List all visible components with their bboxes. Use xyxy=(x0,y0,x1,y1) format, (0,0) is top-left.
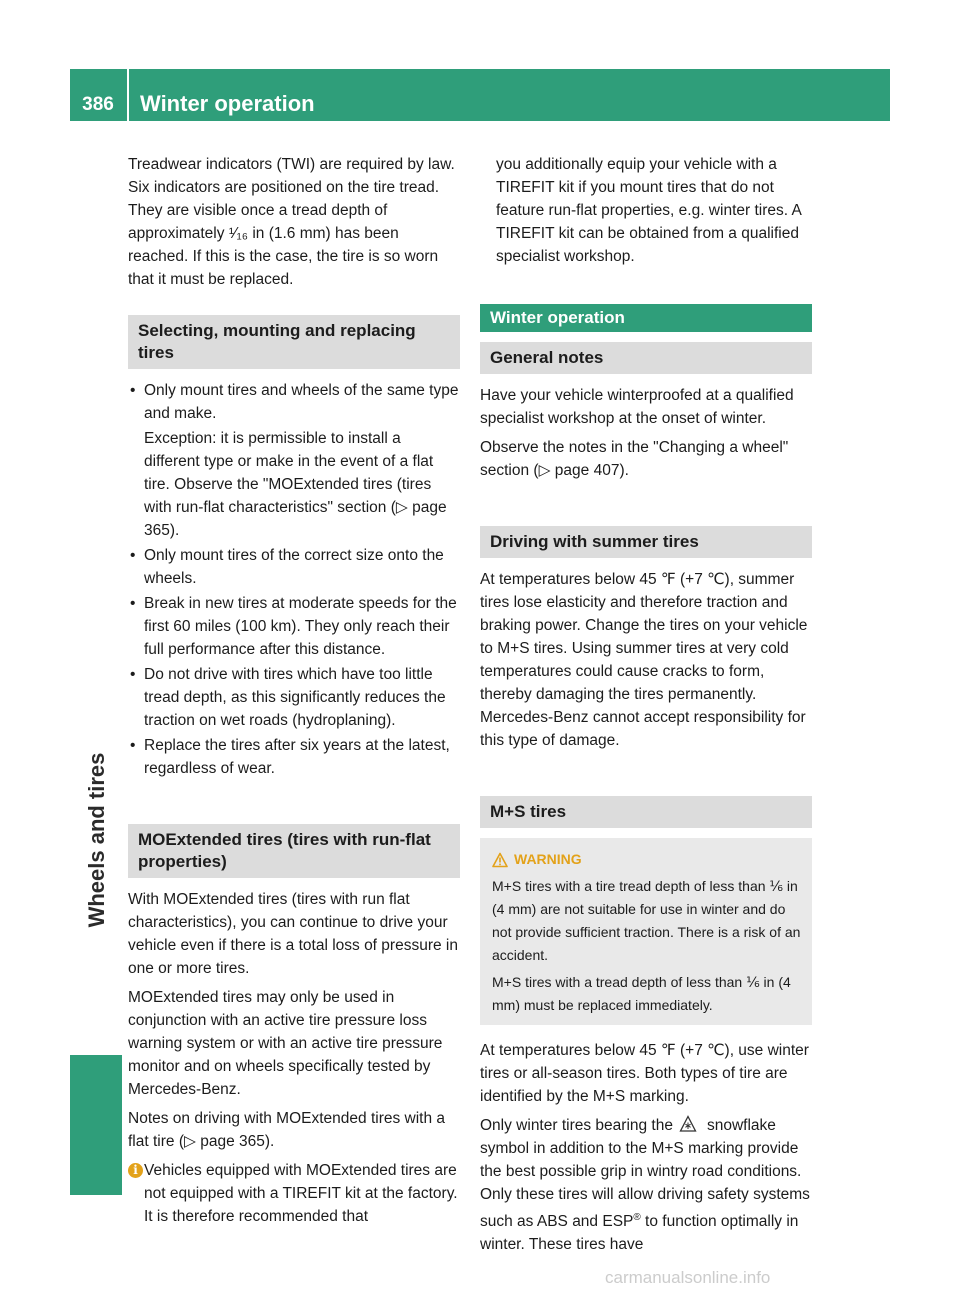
moextended-paragraph-2: MOExtended tires may only be used in conjunction with an active tire pressure loss warning system or with an active tire pressure monitor and on wheels specifically tested by Mercedes-Benz. xyxy=(128,989,443,1098)
moextended-paragraph-3: Notes on driving with MOExtended tires with a flat tire (▷ page 365). xyxy=(128,1110,446,1150)
warning-box xyxy=(480,838,812,1025)
page-number: 386 xyxy=(82,94,114,115)
twi-paragraph: Treadwear indicators (TWI) are required by law. Six indicators are positioned on the tire tread. They are visible once a tread depth of approximately ¹⁄₁₆ in (1.6 mm) has been reached. If this is the case, the tire is so worn that it must be replaced. xyxy=(128,156,455,288)
list-item: • Break in new tires at moderate speeds for the first 60 miles (100 km). They only reach their full performance after this distance. xyxy=(128,592,460,661)
warning-title: WARNING xyxy=(492,848,804,871)
snowflake-mountain-icon xyxy=(679,1115,697,1133)
section-heading-winter: Winter operation xyxy=(480,304,812,332)
watermark: carmanualsonline.info xyxy=(605,1268,771,1287)
section-heading-ms-tires: M+S tires xyxy=(480,796,812,828)
exception-note: Exception: it is permissible to install a different type or make in the event of a flat tire. Observe the "MOExtended tires (tires with run-flat characteristics" section (▷ page 365). xyxy=(144,430,447,539)
warning-text-2: M+S tires with a tread depth of less than ⅙ in (4 mm) must be replaced immediately. xyxy=(492,974,791,1013)
side-chapter-tab xyxy=(70,1055,122,1195)
header-divider xyxy=(127,69,129,121)
list-item: • Do not drive with tires which have too little tread depth, as this significantly reduces the traction on wet roads (hydroplaning). xyxy=(128,663,460,732)
list-item: • Only mount tires of the correct size onto the wheels. xyxy=(128,544,460,590)
general-paragraph-1: Have your vehicle winterproofed at a qualified specialist workshop at the onset of winter. xyxy=(480,387,794,427)
list-item: • Replace the tires after six years at the latest, regardless of wear. xyxy=(128,734,460,780)
moextended-paragraph-1: With MOExtended tires (tires with run flat characteristics), you can continue to drive your vehicle even if there is a total loss of pressure in one or more tires. xyxy=(128,891,458,977)
left-column xyxy=(128,153,460,1228)
info-note-continued: you additionally equip your vehicle with a TIREFIT kit if you mount tires that do not feature run-flat properties, e.g. winter tires. A TIREFIT kit can be obtained from a qualified specialist workshop. xyxy=(496,156,801,265)
section-heading-moextended: MOExtended tires (tires with run-flat properties) xyxy=(128,824,460,878)
selecting-list xyxy=(128,379,460,780)
general-paragraph-2: Observe the notes in the "Changing a wheel" section (▷ page 407). xyxy=(480,439,789,479)
section-heading-general: General notes xyxy=(480,342,812,374)
summer-paragraph: At temperatures below 45 ℉ (+7 ℃), summer tires lose elasticity and therefore traction and braking power. Change the tires on your vehicle to M+S tires. Using summer tires at very cold temperatures could cause cracks to form, thereby damaging the tires permanently. Mercedes-Benz cannot accept responsibility for this type of damage. xyxy=(480,571,808,749)
ms-paragraph-2: Only winter tires bearing the snowflake symbol in addition to the M+S marking provide the best possible grip in wintry road conditions. Only these tires will allow driving safety systems such as ABS and ESP® to function optimally in winter. These tires have xyxy=(480,1117,810,1254)
info-icon: i xyxy=(128,1163,143,1178)
warning-triangle-icon xyxy=(492,852,508,868)
section-heading-selecting: Selecting, mounting and replacing tires xyxy=(128,315,460,369)
list-item: • Only mount tires and wheels of the same type and make. Exception: it is permissible to install a different type or make in the event of a flat tire. Observe the "MOExtended tires (tires with run-flat characteristics" section (▷ page 365). xyxy=(128,379,460,542)
info-text: Vehicles equipped with MOExtended tires are not equipped with a TIREFIT kit at the factory. It is therefore recommended that xyxy=(144,1162,458,1225)
right-column xyxy=(480,153,812,1262)
warning-text-1: M+S tires with a tire tread depth of less than ⅙ in (4 mm) are not suitable for use in winter and do not provide sufficient traction. There is a risk of an accident. xyxy=(492,878,801,963)
section-heading-summer: Driving with summer tires xyxy=(480,526,812,558)
page-title: Winter operation xyxy=(140,91,315,116)
side-chapter-label: Wheels and tires xyxy=(84,752,109,928)
ms-paragraph-1: At temperatures below 45 ℉ (+7 ℃), use winter tires or all-season tires. Both types of tire are identified by the M+S marking. xyxy=(480,1042,809,1105)
info-note xyxy=(128,1159,460,1228)
